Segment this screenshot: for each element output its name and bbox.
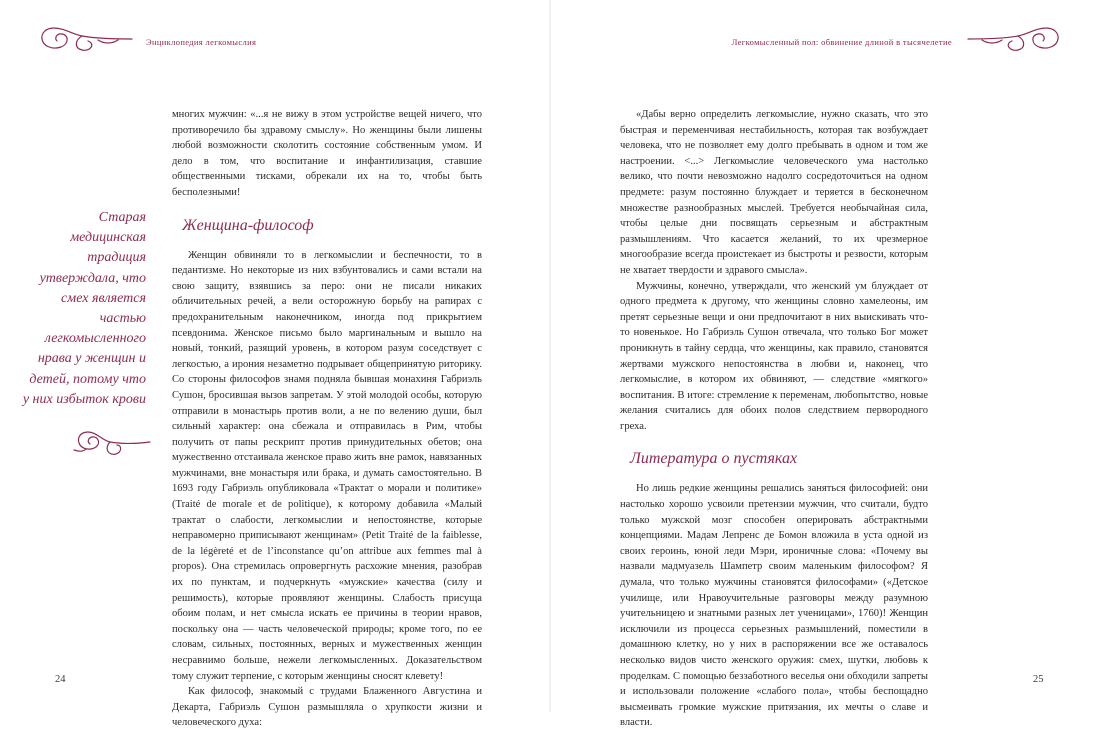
flourish-top-left-icon [38, 22, 134, 56]
paragraph: Как философ, знакомый с трудами Блаженного Августина и Декарта, Габриэль Сушон размышляла о хрупкости жизни и человеческого духа: [172, 686, 482, 729]
section-heading: Литература о пустяках [630, 450, 798, 468]
left-text-column [172, 107, 482, 731]
sidenote: Старая медицинская традиция утверждала, что смех является частью легкомысленного нрава у женщин и детей, потому что у них избыток крови [22, 210, 146, 407]
section-heading: Женщина-философ [182, 216, 314, 234]
paragraph: Мужчины, конечно, утверждали, что женский ум блуждает от одного предмета к другому, что женщины словно хамелеоны, им претят серьезные вещи и они предпочитают в них выискивать что-то новенькое. Но Габриэль Сушон отвечала, что только Бог может проникнуть в тайну сердца, что женщины, как правило, становятся жертвами мужского непостоянства в любви и, наконец, что легкомыслие, в котором их обвиняют, — следствие «мягкого» воспитания. В итоге: стремление к переменам, любопытство, новые желания считались для обоих полов следствием первородного греха. [620, 280, 928, 432]
left-page [0, 0, 550, 729]
running-head: Легкомысленный пол: обвинение длиной в тысячелетие [731, 37, 952, 47]
quote-paragraph: «Дабы верно определить легкомыслие, нужно сказать, что это быстрая и переменчивая нестабильность, которая так возбуждает человека, что не позволяет ему долго пребывать в одном и том же настроении. <...> Легкомыслие человеческого ума настолько велико, что почти невозможно надолго сосредоточиться на одном предмете: разум постоянно блуждает и теряется в бесконечном множестве разнообразных мыслей. Требуется необычайная сила, чтобы целые дни посвящать серьезным и абстрактным размышлениям. Что касается желаний, то их чрезмерное многообразие всегда проистекает из быстроты и резвости, которым не хватает твердости и здравого смысла». [620, 109, 928, 276]
page-number: 24 [55, 674, 66, 685]
flourish-sidenote-icon [72, 420, 152, 460]
paragraph: Женщин обвиняли то в легкомыслии и беспечности, то в педантизме. Но некоторые из них взбунтовались и сами встали на свою защиту, взявшись за перо: они не писали никаких обличительных речей, а вели осторожную борьбу на рапирах с предохранительным наконечником, иногда под прикрытием псевдонима. Женское письмо было маргинальным и вышло на новый, тонкий, разящий уровень, в котором разум соседствует с легкостью, а ирония незаметно подрывает общепринятую риторику. Со стороны философов знамя подняла бывшая монахиня Габриэль Сушон, бросившая вызов запретам. У этой молодой особы, которую отправили в монастырь против воли, а не по велению души, был сильный характер: она сбежала и отправилась в Рим, чтобы получить от папы рескрипт против принудительных обетов; она мужественно отстаивала женское право жить вне рамок, навязанных мужчинами, вне монастыря или брака, и думать самостоятельно. В 1693 году Габриэль опубликовала «Трактат о морали и политике» (Traité de morale et de politique), к которому добавила «Малый трактат о слабости, легкомыслии и непостоянстве, которые неправомерно приписывают женщинам» (Petit Traité de la faiblesse, de la légèreté et de l’inconstance qu’on attribue aux femmes mal à propos). Она стремилась опровергнуть расхожие мнения, разобрав их по пунктам, и подчеркнуть «мужские» качества (силу и решимость), которые проявляют женщины. Слабость присуща обоим полам, и нет смысла искать ее причины в теории нравов, поскольку она — часть человеческой природы; кроме того, по ее словам, сильных, постоянных, верных и мужественных женщин несравнимо больше, нежели легкомысленных. Доказательством тому служит терпение, с которым женщины сносят клевету! [172, 249, 482, 682]
flourish-top-right-icon [966, 22, 1062, 56]
right-text-column [620, 107, 928, 731]
running-head: Энциклопедия легкомыслия [146, 37, 257, 47]
right-page [550, 0, 1100, 729]
paragraph: Но лишь редкие женщины решались заняться философией: они настолько хорошо усвоили претензии мужчин, что считали, будто только мужской мозг способен оперировать абстрактными концепциями. Мадам Лепренс де Бомон вложила в уста одной из своих героинь, юной леди Мэри, ироничные слова: «Почему вы назвали мадмуазель Шампетр своим маленьким философом? Я думала, что только мужчины становятся философами» («Детское училище, или Нравоучительные разговоры между разумною учительницею и знатными разных лет ученицами», 1760)! Женщин исключили из процесса серьезных размышлений, поместили в домашнюю клетку, но у них в распоряжении все же оставалось несколько видов чисто женского оружия: смех, шутки, любовь к проделкам. С помощью беззаботного веселья они обходили запреты и использовали положение «слабого пола», чтобы беспощадно высмеивать громкие мужские притязания, их мечты о славе и власти. [620, 483, 928, 729]
paragraph: многих мужчин: «...я не вижу в этом устройстве вещей ничего, что противоречило бы здравому смыслу». Но женщины были лишены любой возможности сколотить состояние собственным умом. И дело в том, что воспитание и инфантилизация, ставшие общественными тисками, обрекали их на то, чтобы быть бесполезными! [172, 109, 482, 198]
page-number: 25 [1033, 674, 1044, 685]
